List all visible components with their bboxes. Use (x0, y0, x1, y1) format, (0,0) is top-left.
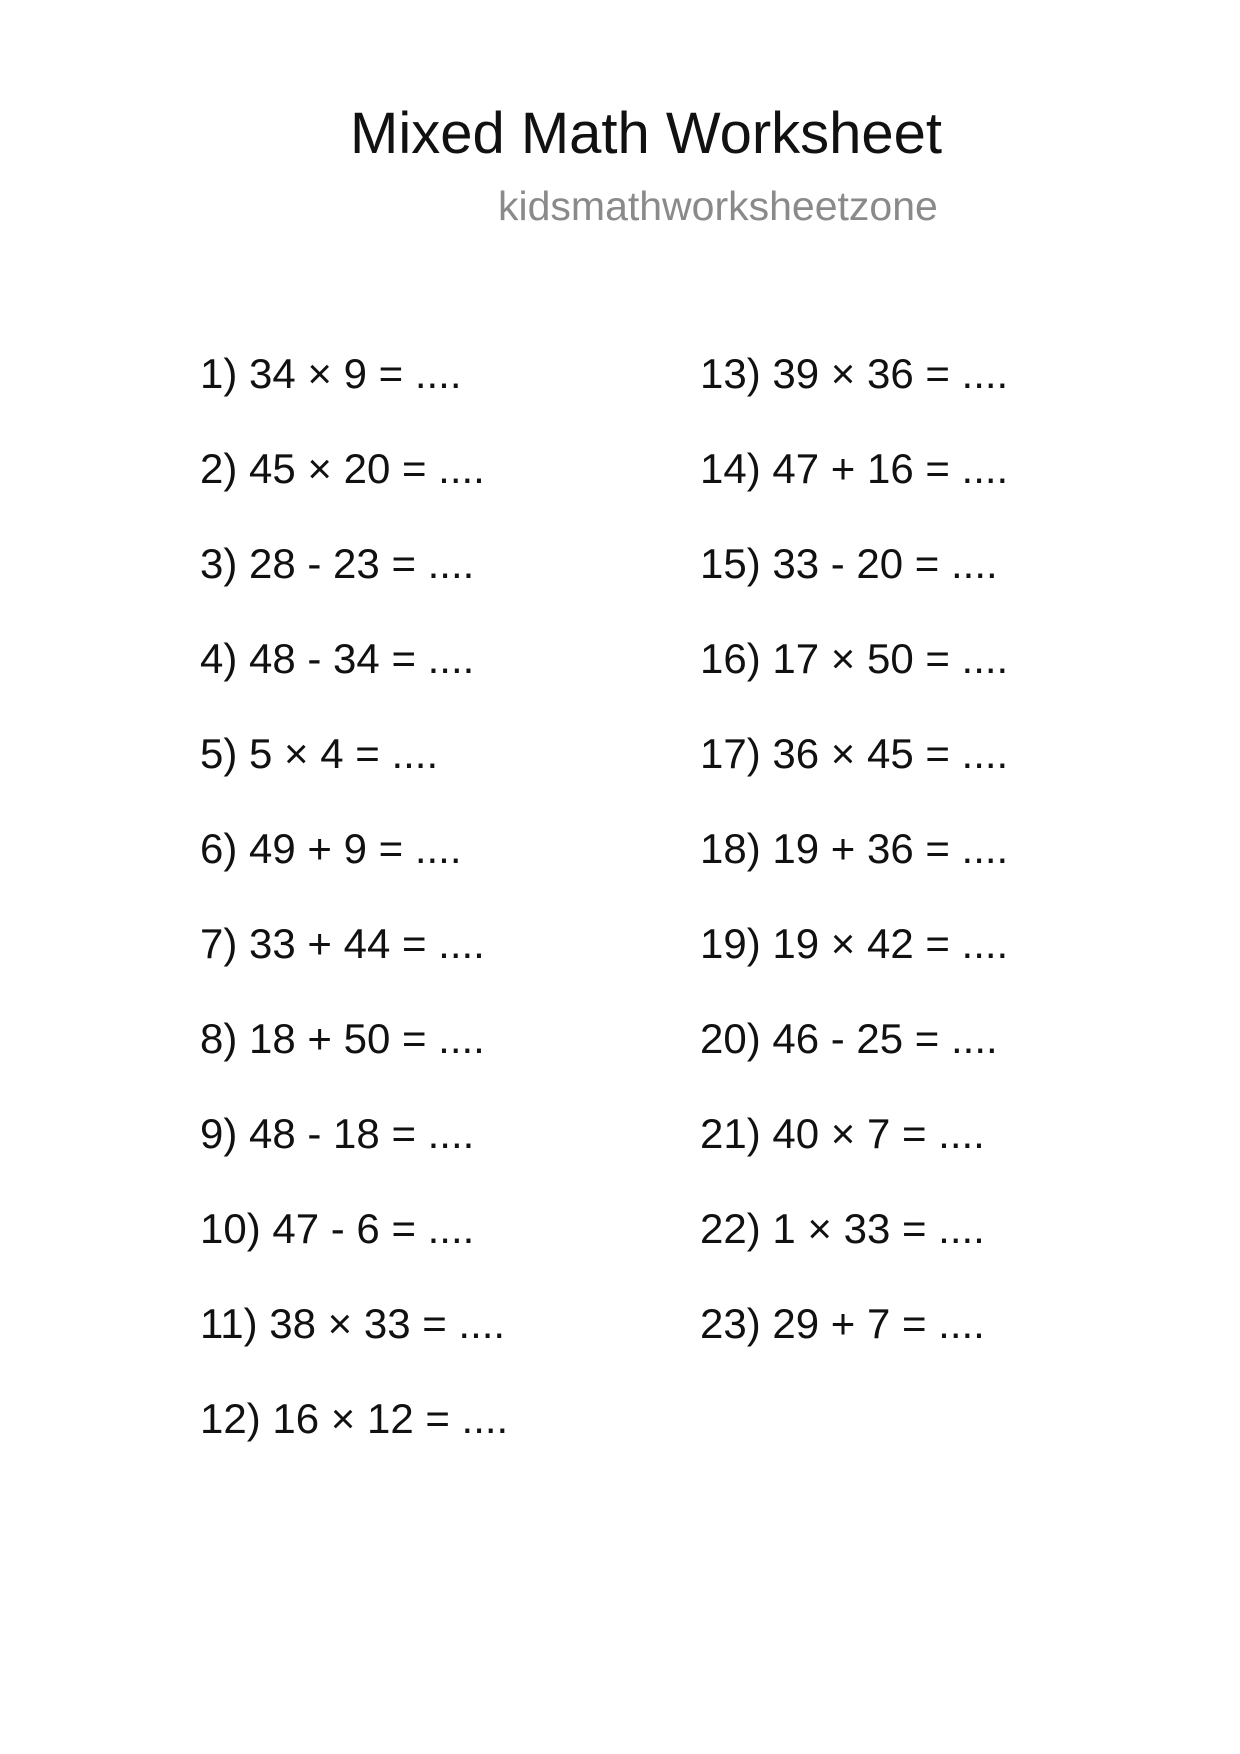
problem-9: 9) 48 - 18 = .... (200, 1110, 475, 1157)
problem-15: 15) 33 - 20 = .... (700, 540, 998, 587)
problems-column-right (700, 349, 1008, 1394)
problem-4: 4) 48 - 34 = .... (200, 635, 475, 682)
problem-14: 14) 47 + 16 = .... (700, 445, 1009, 492)
problem-2: 2) 45 × 20 = .... (200, 445, 485, 492)
source-watermark: kidsmathworksheetzone (498, 183, 938, 229)
problem-13: 13) 39 × 36 = .... (700, 350, 1009, 397)
problem-17: 17) 36 × 45 = .... (700, 730, 1009, 777)
problem-23: 23) 29 + 7 = .... (700, 1300, 985, 1347)
problem-16: 16) 17 × 50 = .... (700, 635, 1009, 682)
page-title: Mixed Math Worksheet (350, 101, 943, 166)
problem-10: 10) 47 - 6 = .... (200, 1205, 475, 1252)
problem-22: 22) 1 × 33 = .... (700, 1205, 985, 1252)
problem-3: 3) 28 - 23 = .... (200, 540, 475, 587)
problem-1: 1) 34 × 9 = .... (200, 350, 462, 397)
problem-8: 8) 18 + 50 = .... (200, 1015, 485, 1062)
problem-11: 11) 38 × 33 = .... (200, 1300, 506, 1347)
problem-7: 7) 33 + 44 = .... (200, 920, 485, 967)
problem-5: 5) 5 × 4 = .... (200, 730, 439, 777)
problem-21: 21) 40 × 7 = .... (700, 1110, 985, 1157)
problems-column-left (200, 349, 508, 1489)
problem-12: 12) 16 × 12 = .... (200, 1395, 509, 1442)
problem-19: 19) 19 × 42 = .... (700, 920, 1009, 967)
problem-6: 6) 49 + 9 = .... (200, 825, 462, 872)
problem-20: 20) 46 - 25 = .... (700, 1015, 998, 1062)
problem-18: 18) 19 + 36 = .... (700, 825, 1009, 872)
